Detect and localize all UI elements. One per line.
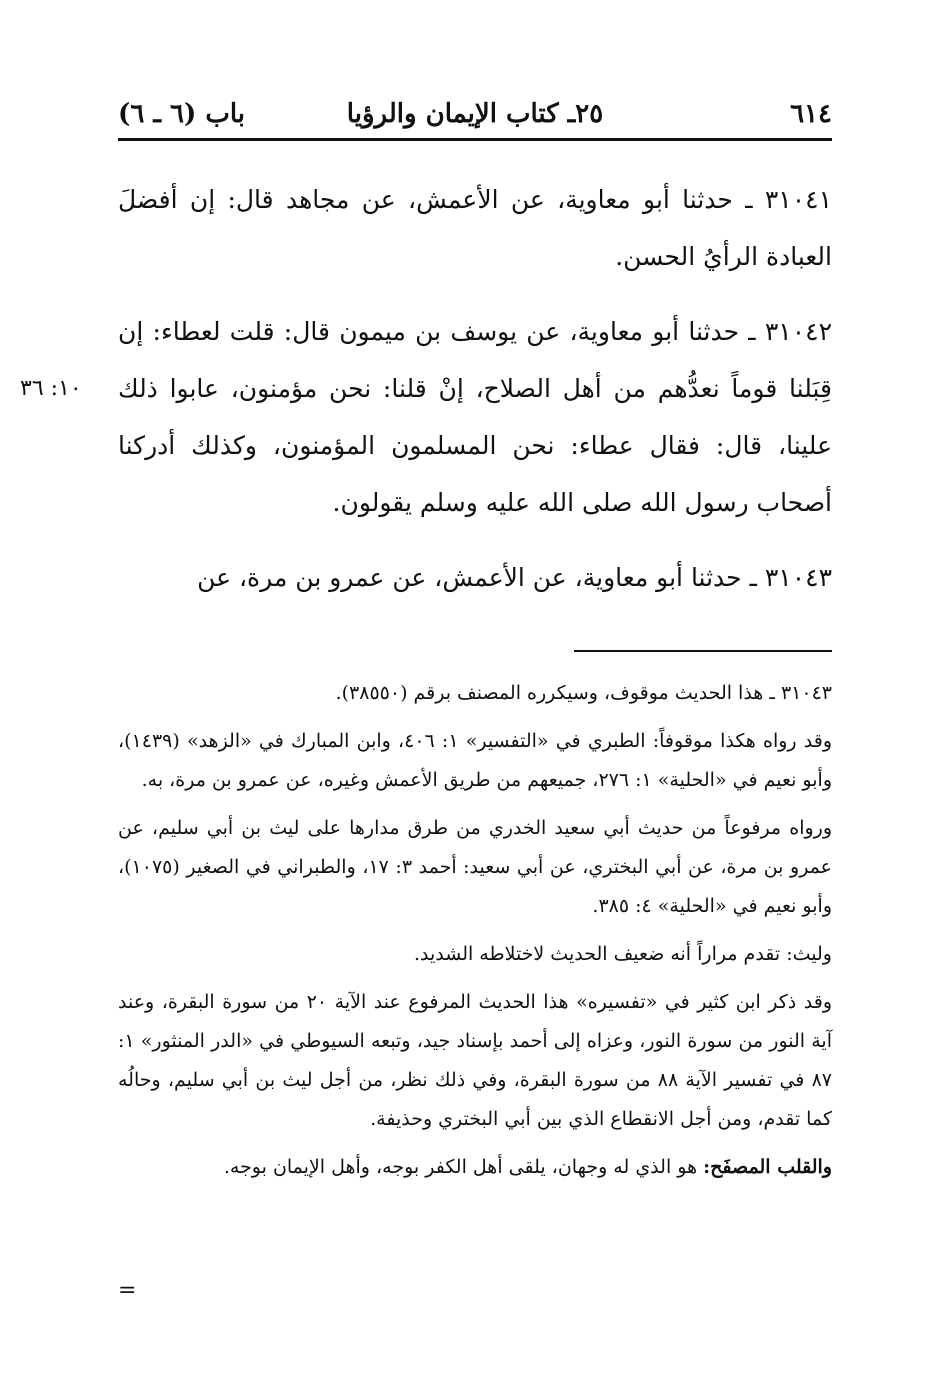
page-header: [118, 96, 832, 132]
definition-text: هو الذي له وجهان، يلقى أهل الكفر بوجه، وأهل الإيمان بوجه.: [223, 1156, 704, 1178]
footnote-paragraph: وقد ذكر ابن كثير في «تفسيره» هذا الحديث المرفوع عند الآية ٢٠ من سورة البقرة، وعند آية النور من سورة النور، وعزاه إلى أحمد بإسناد جيد، وتبعه السيوطي في «الدر المنثور» ١: ٨٧ في تفسير الآية ٨٨ من سورة البقرة، وفي ذلك نظر، من أجل ليث بن أبي سليم، وحالُه كما تقدم، ومن أجل الانقطاع الذي بين أبي البختري وحذيفة.: [118, 991, 833, 1130]
book-title: ٢٥ـ كتاب الإيمان والرؤيا: [346, 99, 604, 129]
continuation-mark: =: [118, 1278, 137, 1303]
chapter-label: باب (٦ ـ ٦): [118, 99, 245, 129]
footnote-rule: [574, 650, 832, 652]
hadith-31043: ٣١٠٤٣ ـ حدثنا أبو معاوية، عن الأعمش، عن عمرو بن مرة، عن: [197, 563, 832, 592]
footnote-paragraph: وقد رواه هكذا موقوفاً: الطبري في «التفسير» ١: ٤٠٦، وابن المبارك في «الزهد» (١٤٣٩)، وأبو نعيم في «الحلية» ١: ٢٧٦، جميعهم من طريق الأعمش وغيره، عن عمرو بن مرة، به.: [118, 730, 832, 791]
page-number: ٦١٤: [790, 99, 832, 129]
page: [20, 96, 833, 1303]
main-text: [20, 171, 832, 606]
margin-reference: ١٠: ٣٦: [20, 376, 82, 401]
header-rule: [118, 138, 832, 141]
footnote-paragraph: ورواه مرفوعاً من حديث أبي سعيد الخدري من طرق مدارها على ليث بن أبي سليم، عن عمرو بن مرة، عن أبي البختري، عن أبي سعيد: أحمد ٣: ١٧، والطبراني في الصغير (١٠٧٥)، وأبو نعيم في «الحلية» ٤: ٣٨٥.: [118, 817, 832, 917]
footnotes: [118, 674, 832, 1187]
hadith-31041: ٣١٠٤١ ـ حدثنا أبو معاوية، عن الأعمش، عن مجاهد قال: إن أفضلَ العبادة الرأيُ الحسن.: [118, 185, 832, 271]
footnote-paragraph: وليث: تقدم مراراً أنه ضعيف الحديث لاختلاطه الشديد.: [413, 943, 832, 965]
hadith-31042: ٣١٠٤٢ ـ حدثنا أبو معاوية، عن يوسف بن ميمون قال: قلت لعطاء: إن قِبَلنا قوماً نعدُّهم من أهل الصلاح، إنْ قلنا: نحن مؤمنون، عابوا ذلك علينا، قال: فقال عطاء: نحن المسلمون المؤمنون، وكذلك أدركنا أصحاب رسول الله صلى الله عليه وسلم يقولون.: [118, 317, 832, 517]
footnote-definition: [118, 1148, 832, 1187]
footnote-paragraph: ٣١٠٤٣ ـ هذا الحديث موقوف، وسيكرره المصنف برقم (٣٨٥٥٠).: [335, 682, 832, 704]
definition-term: والقلب المصفَح:: [703, 1156, 832, 1178]
